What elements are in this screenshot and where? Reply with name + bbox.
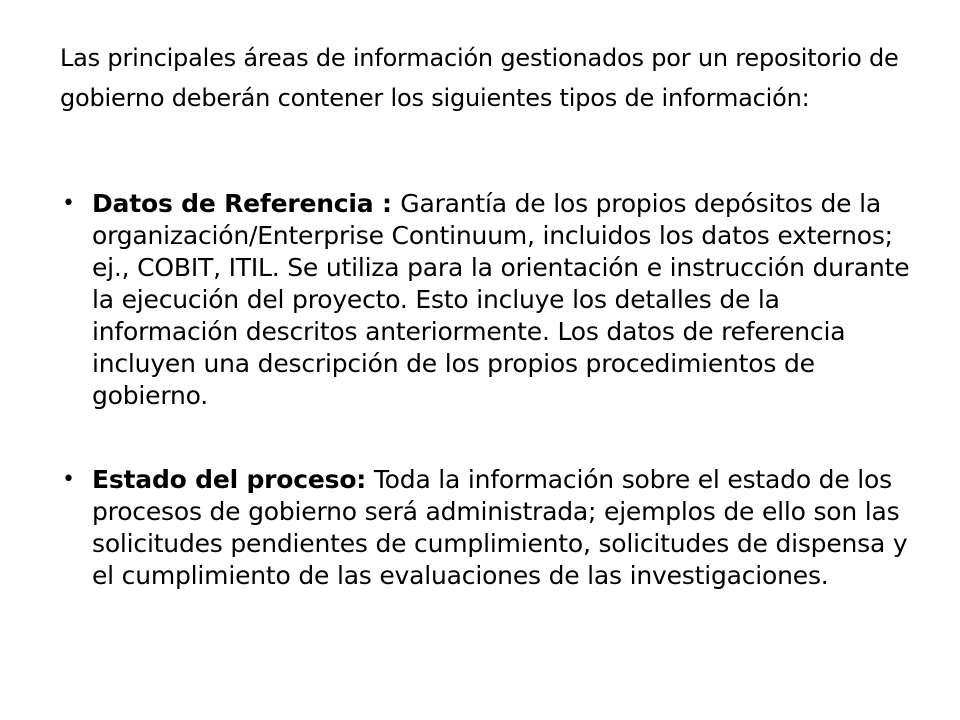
bullet-item-datos-de-referencia <box>60 188 920 412</box>
bullet-text: Garantía de los propios depósitos de la organización/Enterprise Continuum, incluidos los datos externos; ej., COBIT, ITIL. Se utiliza para la orientación e instrucción durante la ejecución del proyecto. Esto incluye los detalles de la información descritos anteriormente. Los datos de referencia incluyen una descripción de los propios procedimientos de gobierno. <box>92 189 910 410</box>
intro-paragraph: Las principales áreas de información gestionados por un repositorio de gobierno deberán contener los siguientes tipos de información: <box>60 44 899 112</box>
bullet-text: Toda la información sobre el estado de los procesos de gobierno será administrada; ejemplos de ello son las solicitudes pendientes de cumplimiento, solicitudes de dispensa y el cumplimiento de las evaluaciones de las investigaciones. <box>92 465 908 590</box>
bullet-item-estado-del-proceso <box>60 464 920 592</box>
bullet-term: Estado del proceso: <box>92 465 367 494</box>
bullet-term: Datos de Referencia : <box>92 189 401 218</box>
bullet-icon: • <box>62 191 75 216</box>
bullet-list <box>60 188 920 592</box>
bullet-icon: • <box>62 467 75 492</box>
